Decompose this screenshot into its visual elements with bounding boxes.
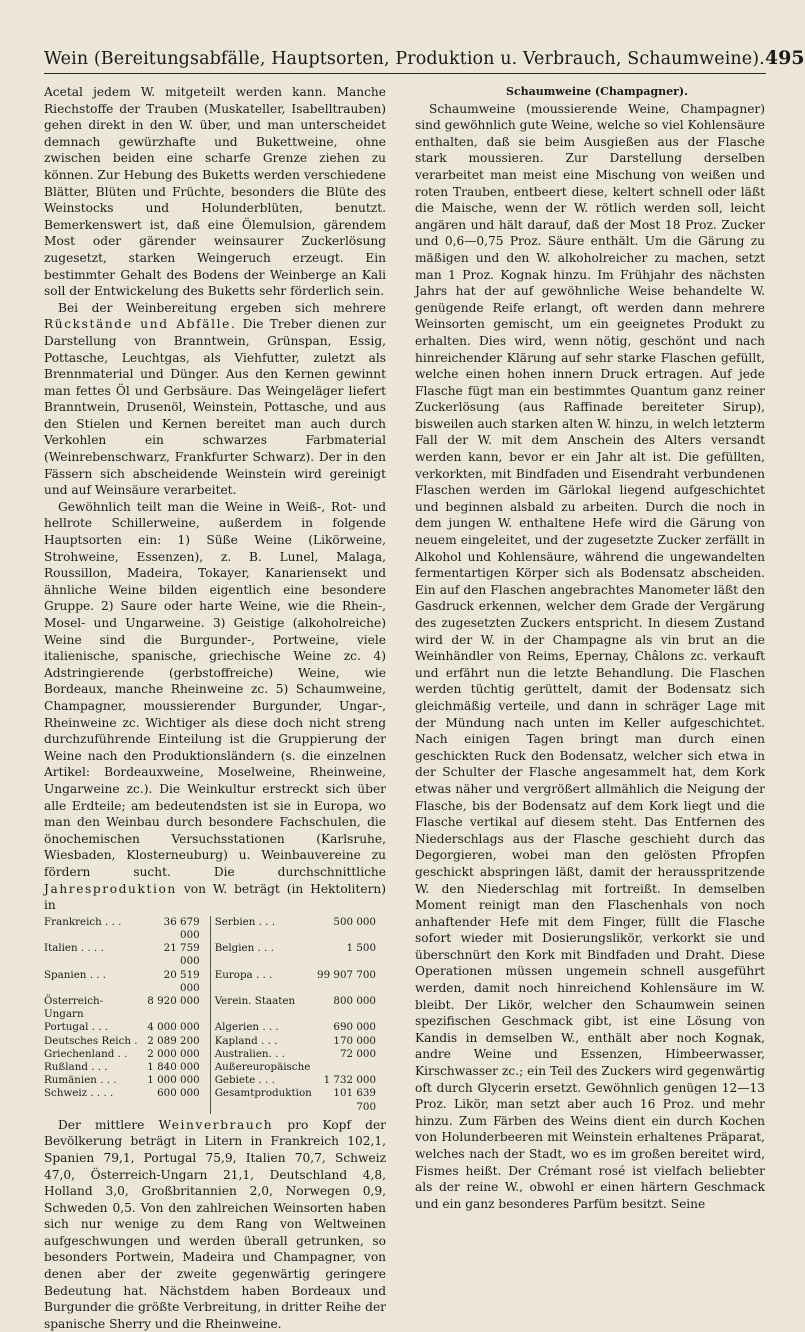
table-cell: Österreich-Ungarn — [44, 994, 104, 1021]
table-cell: Kapland . . . — [210, 1035, 312, 1048]
text: Bei der Weinbereitung ergeben sich mehrere — [58, 300, 386, 315]
table-row — [44, 942, 386, 968]
table-cell: Verein. Staaten — [210, 995, 312, 1021]
table-cell: 36 679 000 — [163, 915, 200, 941]
table-row — [44, 1021, 386, 1034]
table-cell: Serbien . . . — [210, 916, 312, 942]
table-cell: 20 519 000 — [163, 968, 200, 994]
table-cell — [312, 1061, 386, 1074]
running-header — [44, 40, 805, 74]
table-cell: Spanien . . . — [44, 968, 107, 981]
text: von W. beträgt (in Hektolitern) in — [44, 881, 386, 913]
paragraph-rueckstaende — [44, 300, 386, 499]
table-cell: 1 500 — [346, 942, 376, 955]
text: Der mittlere — [58, 1117, 159, 1132]
table-cell: 2 000 000 — [147, 1047, 200, 1060]
table-cell: Frankreich . . . — [44, 915, 122, 928]
paragraph-schaumweine: Schaumweine (moussierende Weine, Champagner) sind gewöhnlich gute Weine, welche so viel Kohlensäure enthalten, daß sie beim Ausgießen aus der Flasche stark moussieren. Zur Darstellung derselben verarbeitet man meist eine Mischung von weißen und roten Trauben, entbeert diese, keltert schnell oder läßt die Maische, wenn der W. rötlich werden soll, leicht angären und hält darauf, daß der Most 18 Proz. Zucker und 0,6—0,75 Proz. Säure enthält. Um die Gärung zu mäßigen und den W. alkoholreicher zu machen, setzt man 1 Proz. Kognak hinzu. Im Frühjahr des nächsten Jahrs hat der auf gewöhnliche Weise behandelte W. genügende Reife erlangt, oft werden dann mehrere Weinsorten gemischt, um ein geeignetes Produkt zu erhalten. Dies wird, wenn nötig, geschönt und nach hinreichender Klärung auf sehr starke Flaschen gefüllt, welche einen hohen innern Druck ertragen. Auf jede Flasche fügt man ein bestimmtes Quantum ganz reiner Zuckerlösung (aus Raffinade bereiteter Sirup), bisweilen auch starken alten W. hinzu, in welch letzterm Fall der W. mit dem Anschein des Alters versandt werden kann, bevor er ein Jahr alt ist. Die gefüllten, verkorkten, mit Bindfaden und Eisendraht verbundenen Flaschen werden im Gärlokal liegend aufgeschichtet und beginnen alsbald zu arbeiten. Durch die noch in dem jungen W. enthaltene Hefe wird die Gärung von neuem eingeleitet, und der zugesetzte Zucker zerfällt in Alkohol und Kohlensäure, während die ungewandelten fermentartigen Körper sich als Bodensatz abscheiden. Ein auf den Flaschen angebrachtes Manometer läßt den Gasdruck erkennen, welcher dem Grade der Vergärung des zugesetzten Zuckers entspricht. In diesem Zustand wird der W. in der Champagne als vin brut an die Weinhändler von Reims, Epernay, Châlons zc. verkauft und erfährt nun die letzte Behandlung. Die Flaschen werden tüchtig gerüttelt, damit der Bodensatz sich gleichmäßig verteile, und dann in schräger Lage mit der Mündung nach unten im Keller aufgeschichtet. Nach einigen Tagen bringt man durch einen geschickten Ruck den Bodensatz, welcher sich etwa in der Schulter der Flasche angesammelt hat, dem Kork etwas näher und vergrößert allmählich die Neigung der Flasche, bis der Bodensatz auf dem Kork liegt und die Flasche vertikal auf diesem steht. Das Entfernen des Niederschlags aus der Flasche geschieht durch das Degorgieren, wobei man den gelösten Pfropfen geschickt abspringen läßt, damit der herausspritzende W. den Niederschlag mit fortreißt. In demselben Moment reinigt man den Flaschenhals von noch anhaftender Hefe mit dem Finger, füllt die Flasche sofort wieder mit Dosierungslikör, verkorkt sie und überschnürt den Kork mit Bindfaden und Draht. Diese Operationen müssen ungemein schnell ausgeführt werden, damit noch hinreichend Kohlensäure im W. bleibt. Der Likör, welcher den Schaumwein seinen spezifischen Geschmack gibt, ist eine Lösung von Kandis in demselben W., enthält aber noch Kognak, andre Weine und Essenzen, Himbeerwasser, Kirschwasser zc.; ein Teil des Zuckers wird gegenwärtig oft durch Glycerin ersetzt. Gewöhnlich genügen 12—13 Proz. Likör, man setzt aber auch 16 Proz. und mehr hinzu. Zum Färben des Weins dient ein durch Kochen von Holunderbeeren mit Weinstein erhaltenes Präparat, welches nach der Stadt, wo es im großen bereitet wird, Fismes heißt. Der Crémant rosé ist vielfach beliebter als der reine W., obwohl er einen härtern Geschmack und ein ganz besonderes Parfüm besitzt. Seine — [415, 101, 765, 1211]
table-cell: Deutsches Reich . — [44, 1034, 138, 1047]
paragraph-hauptsorten — [44, 499, 386, 914]
section-heading: Schaumweine (Champagner). — [506, 85, 688, 98]
table-cell: Gesamtproduktion — [210, 1087, 312, 1113]
table-cell: Australien. . . — [210, 1048, 312, 1061]
table-row — [44, 995, 386, 1021]
emphasis-weinverbrauch: Weinverbrauch — [158, 1117, 274, 1132]
table-row — [44, 1074, 386, 1087]
table-cell: Schweiz . . . . — [44, 1087, 114, 1100]
header-title: Wein (Bereitungsabfälle, Hauptsorten, Produktion u. Verbrauch, Schaumweine). — [44, 49, 765, 69]
table-cell: Außereuropäische — [210, 1061, 312, 1074]
table-cell: 690 000 — [333, 1021, 376, 1034]
left-column — [44, 84, 386, 1332]
table-cell: Griechenland . . — [44, 1047, 128, 1060]
table-cell: Portugal . . . — [44, 1021, 109, 1034]
table-cell: Gebiete . . . — [210, 1074, 312, 1087]
table-cell: 1 840 000 — [147, 1060, 200, 1073]
right-column — [415, 84, 765, 1212]
table-row — [44, 1087, 386, 1113]
table-cell: 4 000 000 — [147, 1021, 200, 1034]
table-cell: Algerien . . . — [210, 1021, 312, 1034]
table-cell: Rumänien . . . — [44, 1074, 117, 1087]
table-cell: Belgien . . . — [210, 942, 312, 968]
paragraph-weinverbrauch — [44, 1117, 386, 1332]
emphasis-jahresproduktion: Jahresproduktion — [44, 881, 177, 896]
page-number: 495 — [764, 47, 805, 69]
table-cell: Europa . . . — [210, 969, 312, 995]
table-cell: Rußland . . . — [44, 1060, 108, 1073]
table-cell: 800 000 — [333, 994, 376, 1007]
table-row — [44, 1048, 386, 1061]
table-cell: 170 000 — [333, 1034, 376, 1047]
table-row — [44, 969, 386, 995]
text: pro Kopf der Bevölkerung beträgt in Litern in Frankreich 102,1, Spanien 79,1, Portugal 75,9, Italien 70,7, Schweiz 47,0, Österreich-Ungarn 21,1, Deutschland 4,8, Holland 3,0, Großbritannien 2,0, Norwegen 0,9, Schweden 0,5. Von den zahlreichen Weinsorten haben sich nur wenige zu dem Rang von Weltweinen aufgeschwungen und werden überall getrunken, so besonders Portwein, Madeira und Champagner, von denen aber der zweite gegenwärtig geringere Bedeutung hat. Nächstdem haben Bordeaux und Burgunder die größte Verbreitung, in dritter Reihe der spanische Sherry und die Rheinweine. — [44, 1117, 386, 1331]
table-row — [44, 1035, 386, 1048]
table-cell: 72 000 — [339, 1047, 376, 1060]
table-cell: 500 000 — [333, 915, 376, 928]
table-row — [44, 1061, 386, 1074]
table-cell: 600 000 — [157, 1087, 200, 1100]
table-cell: 101 639 700 — [333, 1087, 376, 1113]
emphasis-rueckstaende: Rückstände und Abfälle. — [44, 317, 237, 332]
table-cell: 2 089 200 — [147, 1034, 200, 1047]
table-row — [44, 916, 386, 942]
text: Die Treber dienen zur Darstellung von Branntwein, Grünspan, Essig, Pottasche, Leuchtgas, als Viehfutter, zuletzt als Brennmaterial und Dünger. Aus den Kernen gewinnt man fettes Öl und Gerbsäure. Das Weingeläger liefert Branntwein, Drusenöl, Weinstein, Pottasche, und aus den Stielen und Kernen bereitet man auch durch Verkohlen ein schwarzes Farbmaterial (Weinrebenschwarz, Frankfurter Schwarz). Der in den Fässern sich abscheidende Weinstein wird gereinigt und auf Weinsäure verarbeitet. — [44, 317, 386, 498]
paragraph-bukett: Acetal jedem W. mitgeteilt werden kann. Manche Riechstoffe der Trauben (Muskateller, Isabelltrauben) gehen direkt in den W. über, und man unterscheidet demnach gewürzhafte und Bukettweine, ohne zwischen beiden eine scharfe Grenze ziehen zu können. Zur Hebung des Buketts werden verschiedene Blätter, Blüten und Früchte, besonders die Blüte des Weinstocks und Holunderblüten, benutzt. Bemerkenswert ist, daß eine Ölemulsion, gärendem Most oder gärender weinsaurer Zuckerlösung zugesetzt, starken Weingeruch erzeugt. Ein bestimmter Gehalt des Bodens der Weinberge an Kali soll der Entwickelung des Buketts sehr förderlich sein. — [44, 85, 386, 299]
table-cell: Italien . . . . — [44, 942, 104, 955]
text: Gewöhnlich teilt man die Weine in Weiß-, Rot- und hellrote Schillerweine, außerdem in folgende Hauptsorten ein: 1) Süße Weine (Likörweine, Strohweine, Essenzen), z. B. Lunel, Malaga, Roussillon, Madeira, Tokayer, Kanariensekt und ähnliche Weine bilden eigentlich eine besondere Gruppe. 2) Saure oder harte Weine, wie die Rhein-, Mosel- und Ungarweine. 3) Geistige (alkoholreiche) Weine sind die Burgunder-, Portweine, viele italienische, spanische, griechische Weine zc. 4) Adstringierende (gerbstoffreiche) Weine, wie Bordeaux, manche Rheinweine zc. 5) Schaumweine, Champagner, moussierender Burgunder, Ungar-, Rheinweine zc. Wichtiger als diese doch nicht streng durchzuführende Einteilung ist die Gruppierung der Weine nach den Produktionsländern (s. die einzelnen Artikel: Bordeauxweine, Moselweine, Rheinweine, Ungarweine zc.). Die Weinkultur erstreckt sich über alle Erdteile; am bedeutendsten ist sie in Europa, wo man den Weinbau durch besondere Fachschulen, die önochemischen Versuchsstationen (Karlsruhe, Wiesbaden, Klosterneuburg) u. Weinbauvereine zu fördern sucht. Die durchschnittliche — [44, 499, 386, 879]
production-table — [44, 916, 386, 1114]
table-cell: 1 000 000 — [147, 1074, 200, 1087]
table-cell: 1 732 000 — [323, 1074, 376, 1087]
table-cell: 99 907 700 — [317, 968, 376, 981]
table-cell: 21 759 000 — [163, 942, 200, 968]
table-cell: 8 920 000 — [147, 994, 200, 1007]
